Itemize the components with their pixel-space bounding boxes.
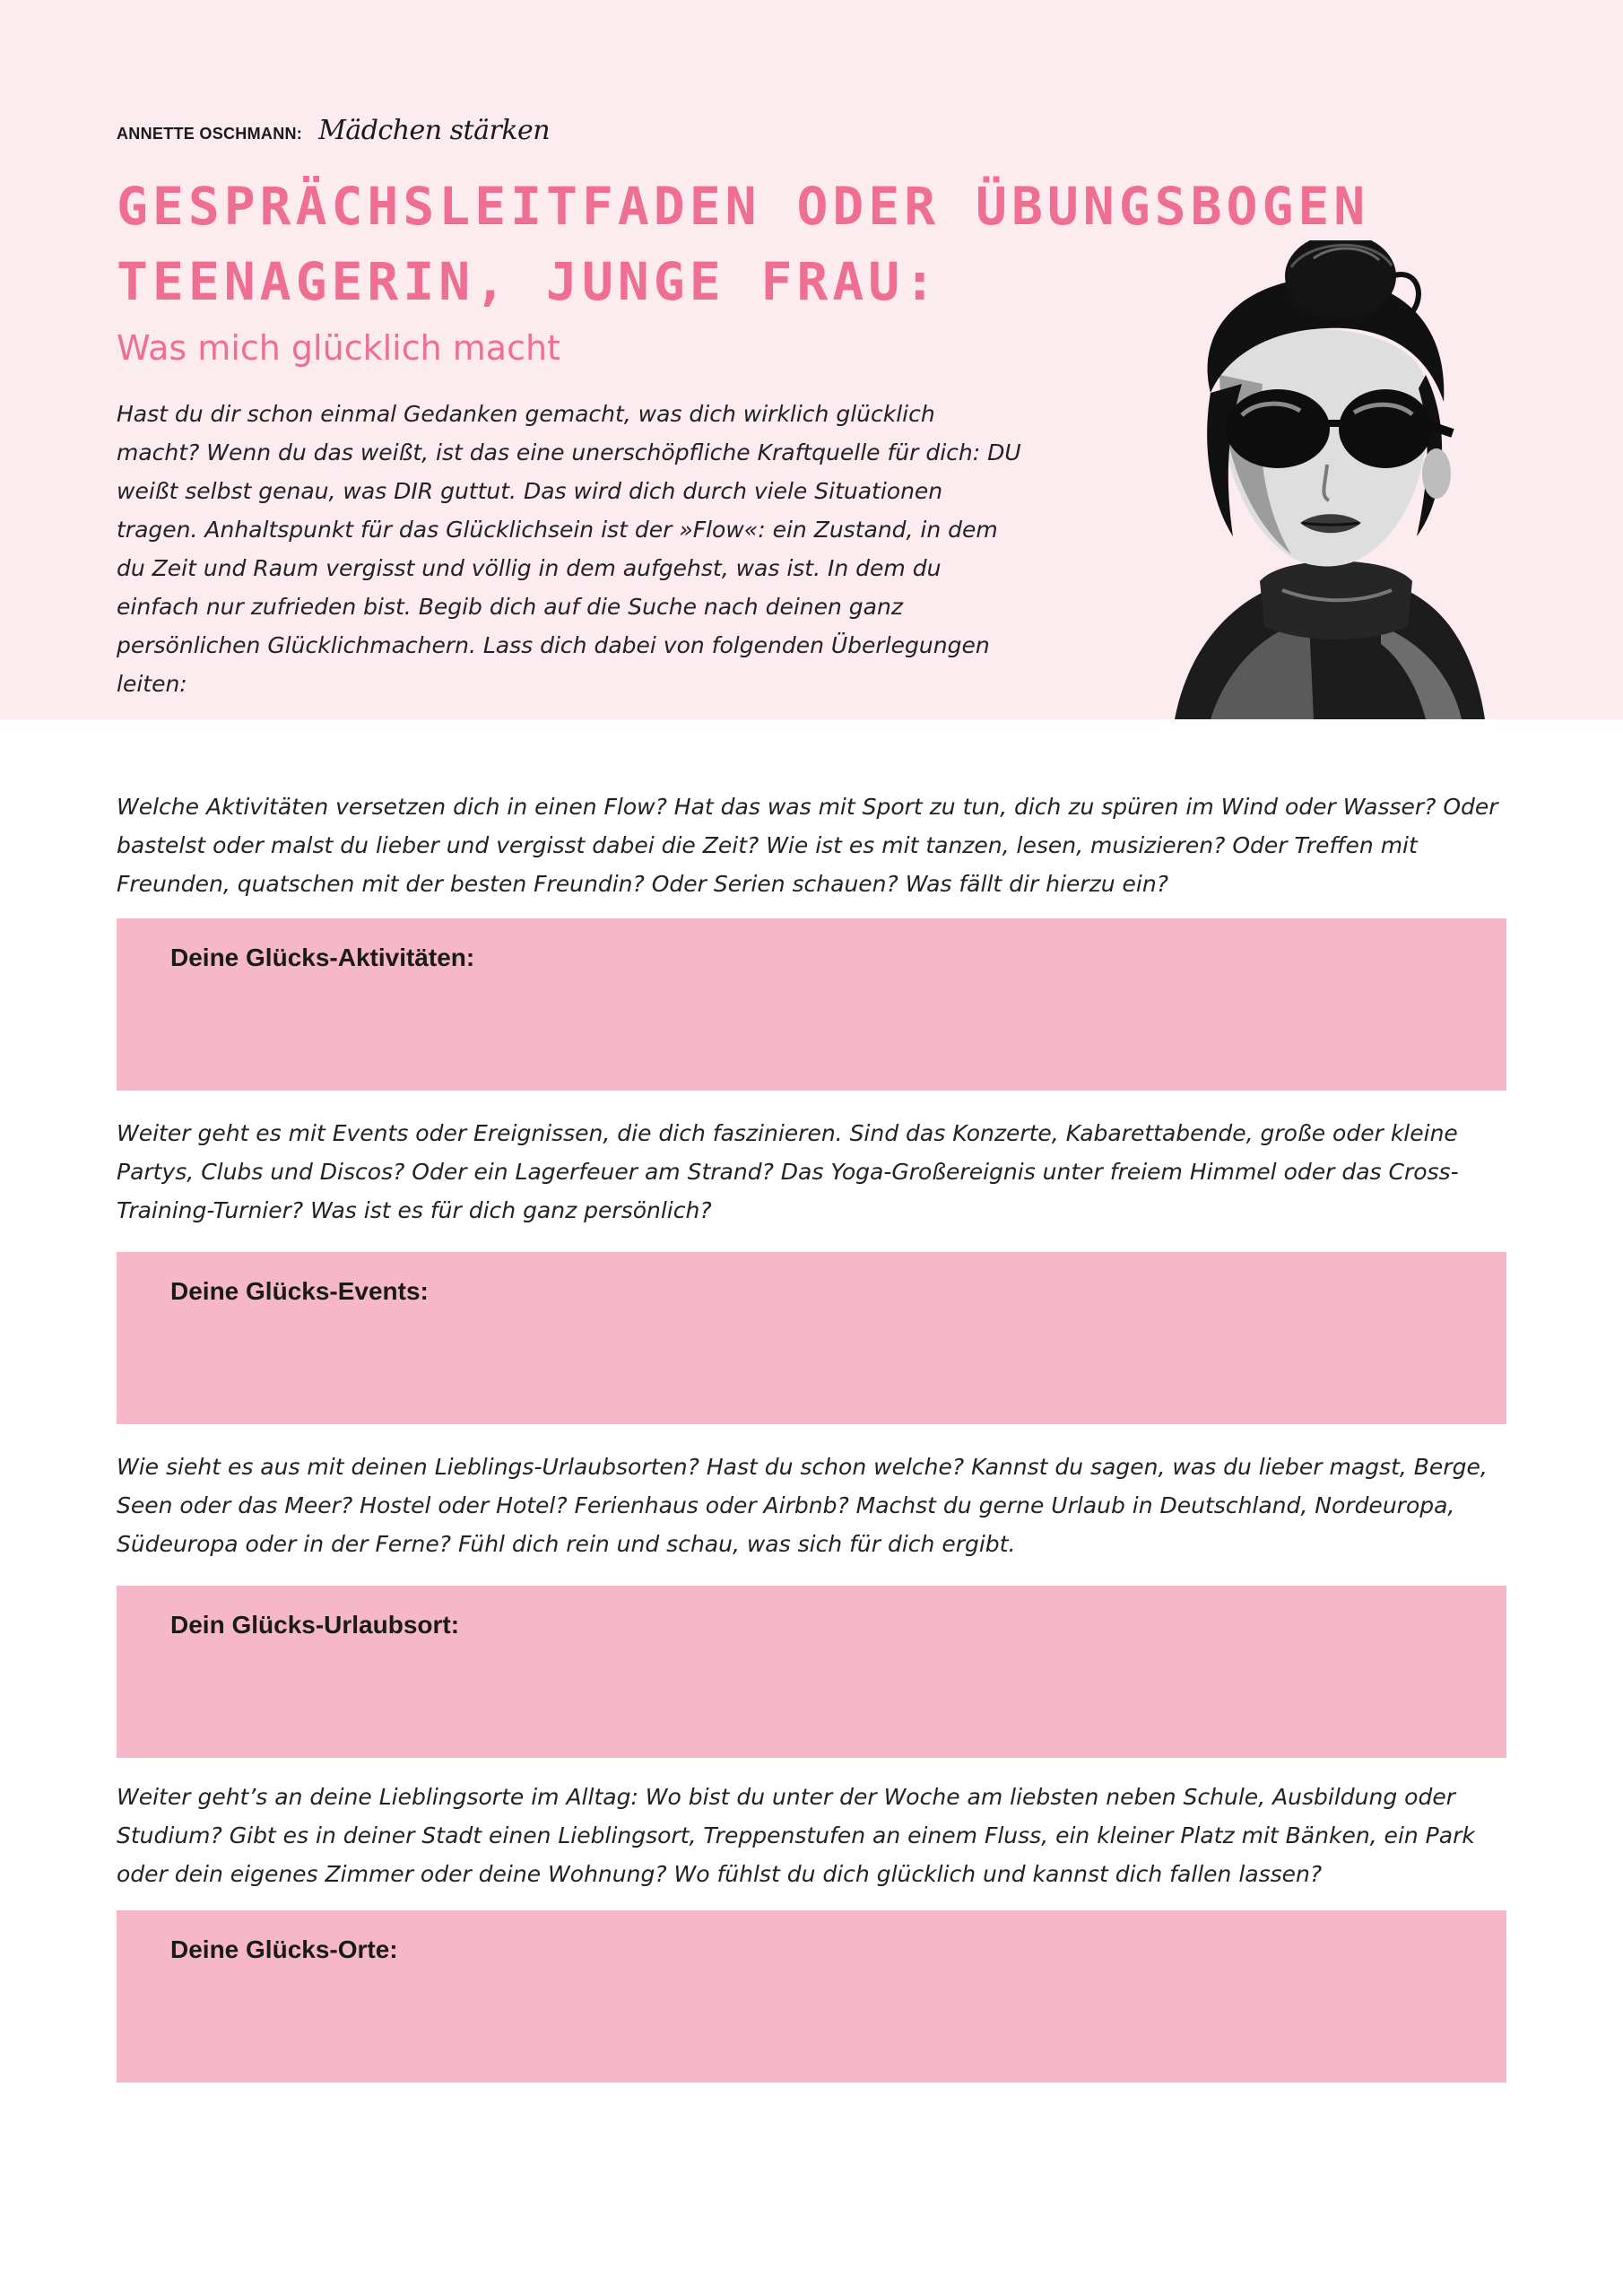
question-events: Weiter geht es mit Events oder Ereignissen, die dich faszinieren. Sind das Konzerte, Kabarettabende, große oder kleine Partys, Clubs und Discos? Oder ein Lagerfeuer am Strand? Das Yoga-Großereignis unter freiem Himmel oder das Cross-Training-Turnier? Was ist es für dich ganz persönlich? <box>117 1120 1459 1223</box>
answer-box-activities[interactable] <box>117 918 1506 1091</box>
answer-label-events: Deine Glücks-Events: <box>170 1277 429 1305</box>
question-activities: Welche Aktivitäten versetzen dich in einen Flow? Hat das was mit Sport zu tun, dich zu spüren im Wind oder Wasser? Oder bastelst oder malst du lieber und vergisst dabei die Zeit? Wie ist es mit tanzen, lesen, musizieren? Oder Treffen mit Freunden, quatschen mit der besten Freundin? Oder Serien schauen? Was fällt dir hierzu ein? <box>117 794 1498 897</box>
question-vacation: Wie sieht es aus mit deinen Lieblings-Urlaubsorten? Hast du schon welche? Kannst du sagen, was du lieber magst, Berge, Seen oder das Meer? Hostel oder Hotel? Ferienhaus oder Airbnb? Machst du gerne Urlaub in Deutschland, Nordeuropa, Südeuropa oder in der Ferne? Fühl dich rein und schau, was sich für dich ergibt. <box>117 1454 1488 1557</box>
answer-label-vacation: Dein Glücks-Urlaubsort: <box>170 1611 460 1639</box>
author-name: ANNETTE OSCHMANN: <box>117 125 303 143</box>
answer-label-places: Deine Glücks-Orte: <box>170 1935 398 1963</box>
page-subtitle: Was mich glücklich macht <box>117 328 560 368</box>
page-title-line-2: TEENAGERIN, JUNGE FRAU: <box>117 251 941 312</box>
byline <box>117 115 550 146</box>
question-places: Weiter geht’s an deine Lieblingsorte im Alltag: Wo bist du unter der Woche am liebsten neben Schule, Ausbildung oder Studium? Gibt es in deiner Stadt einen Lieblingsort, Treppenstufen an einem Fluss, ein kleiner Platz mit Bänken, ein Park oder dein eigenes Zimmer oder deine Wohnung? Wo fühlst du dich glücklich und kannst dich fallen lassen? <box>117 1784 1475 1887</box>
answer-box-places[interactable] <box>117 1910 1506 2083</box>
answer-label-activities: Deine Glücks-Aktivitäten: <box>170 944 475 971</box>
answer-box-events[interactable] <box>117 1252 1506 1424</box>
series-title: Mädchen stärken <box>318 115 551 146</box>
answer-box-vacation[interactable] <box>117 1586 1506 1758</box>
intro-paragraph: Hast du dir schon einmal Gedanken gemacht, was dich wirklich glücklich macht? Wenn du das weißt, ist das eine unerschöpfliche Kraftquelle für dich: DU weißt selbst genau, was DIR guttut. Das wird dich durch viele Situationen tragen. Anhaltspunkt für das Glücklichsein ist der »Flow«: ein Zustand, in dem du Zeit und Raum vergisst und völlig in dem aufgehst, was ist. In dem du einfach nur zufrieden bist. Begib dich auf die Suche nach deinen ganz persönlichen Glücklichmachern. Lass dich dabei von folgenden Überlegungen leiten: <box>117 401 1021 697</box>
page-title-line-1: GESPRÄCHSLEITFADEN ODER ÜBUNGSBOGEN <box>117 176 1370 237</box>
girl-with-sunglasses-illustration <box>1157 240 1497 719</box>
